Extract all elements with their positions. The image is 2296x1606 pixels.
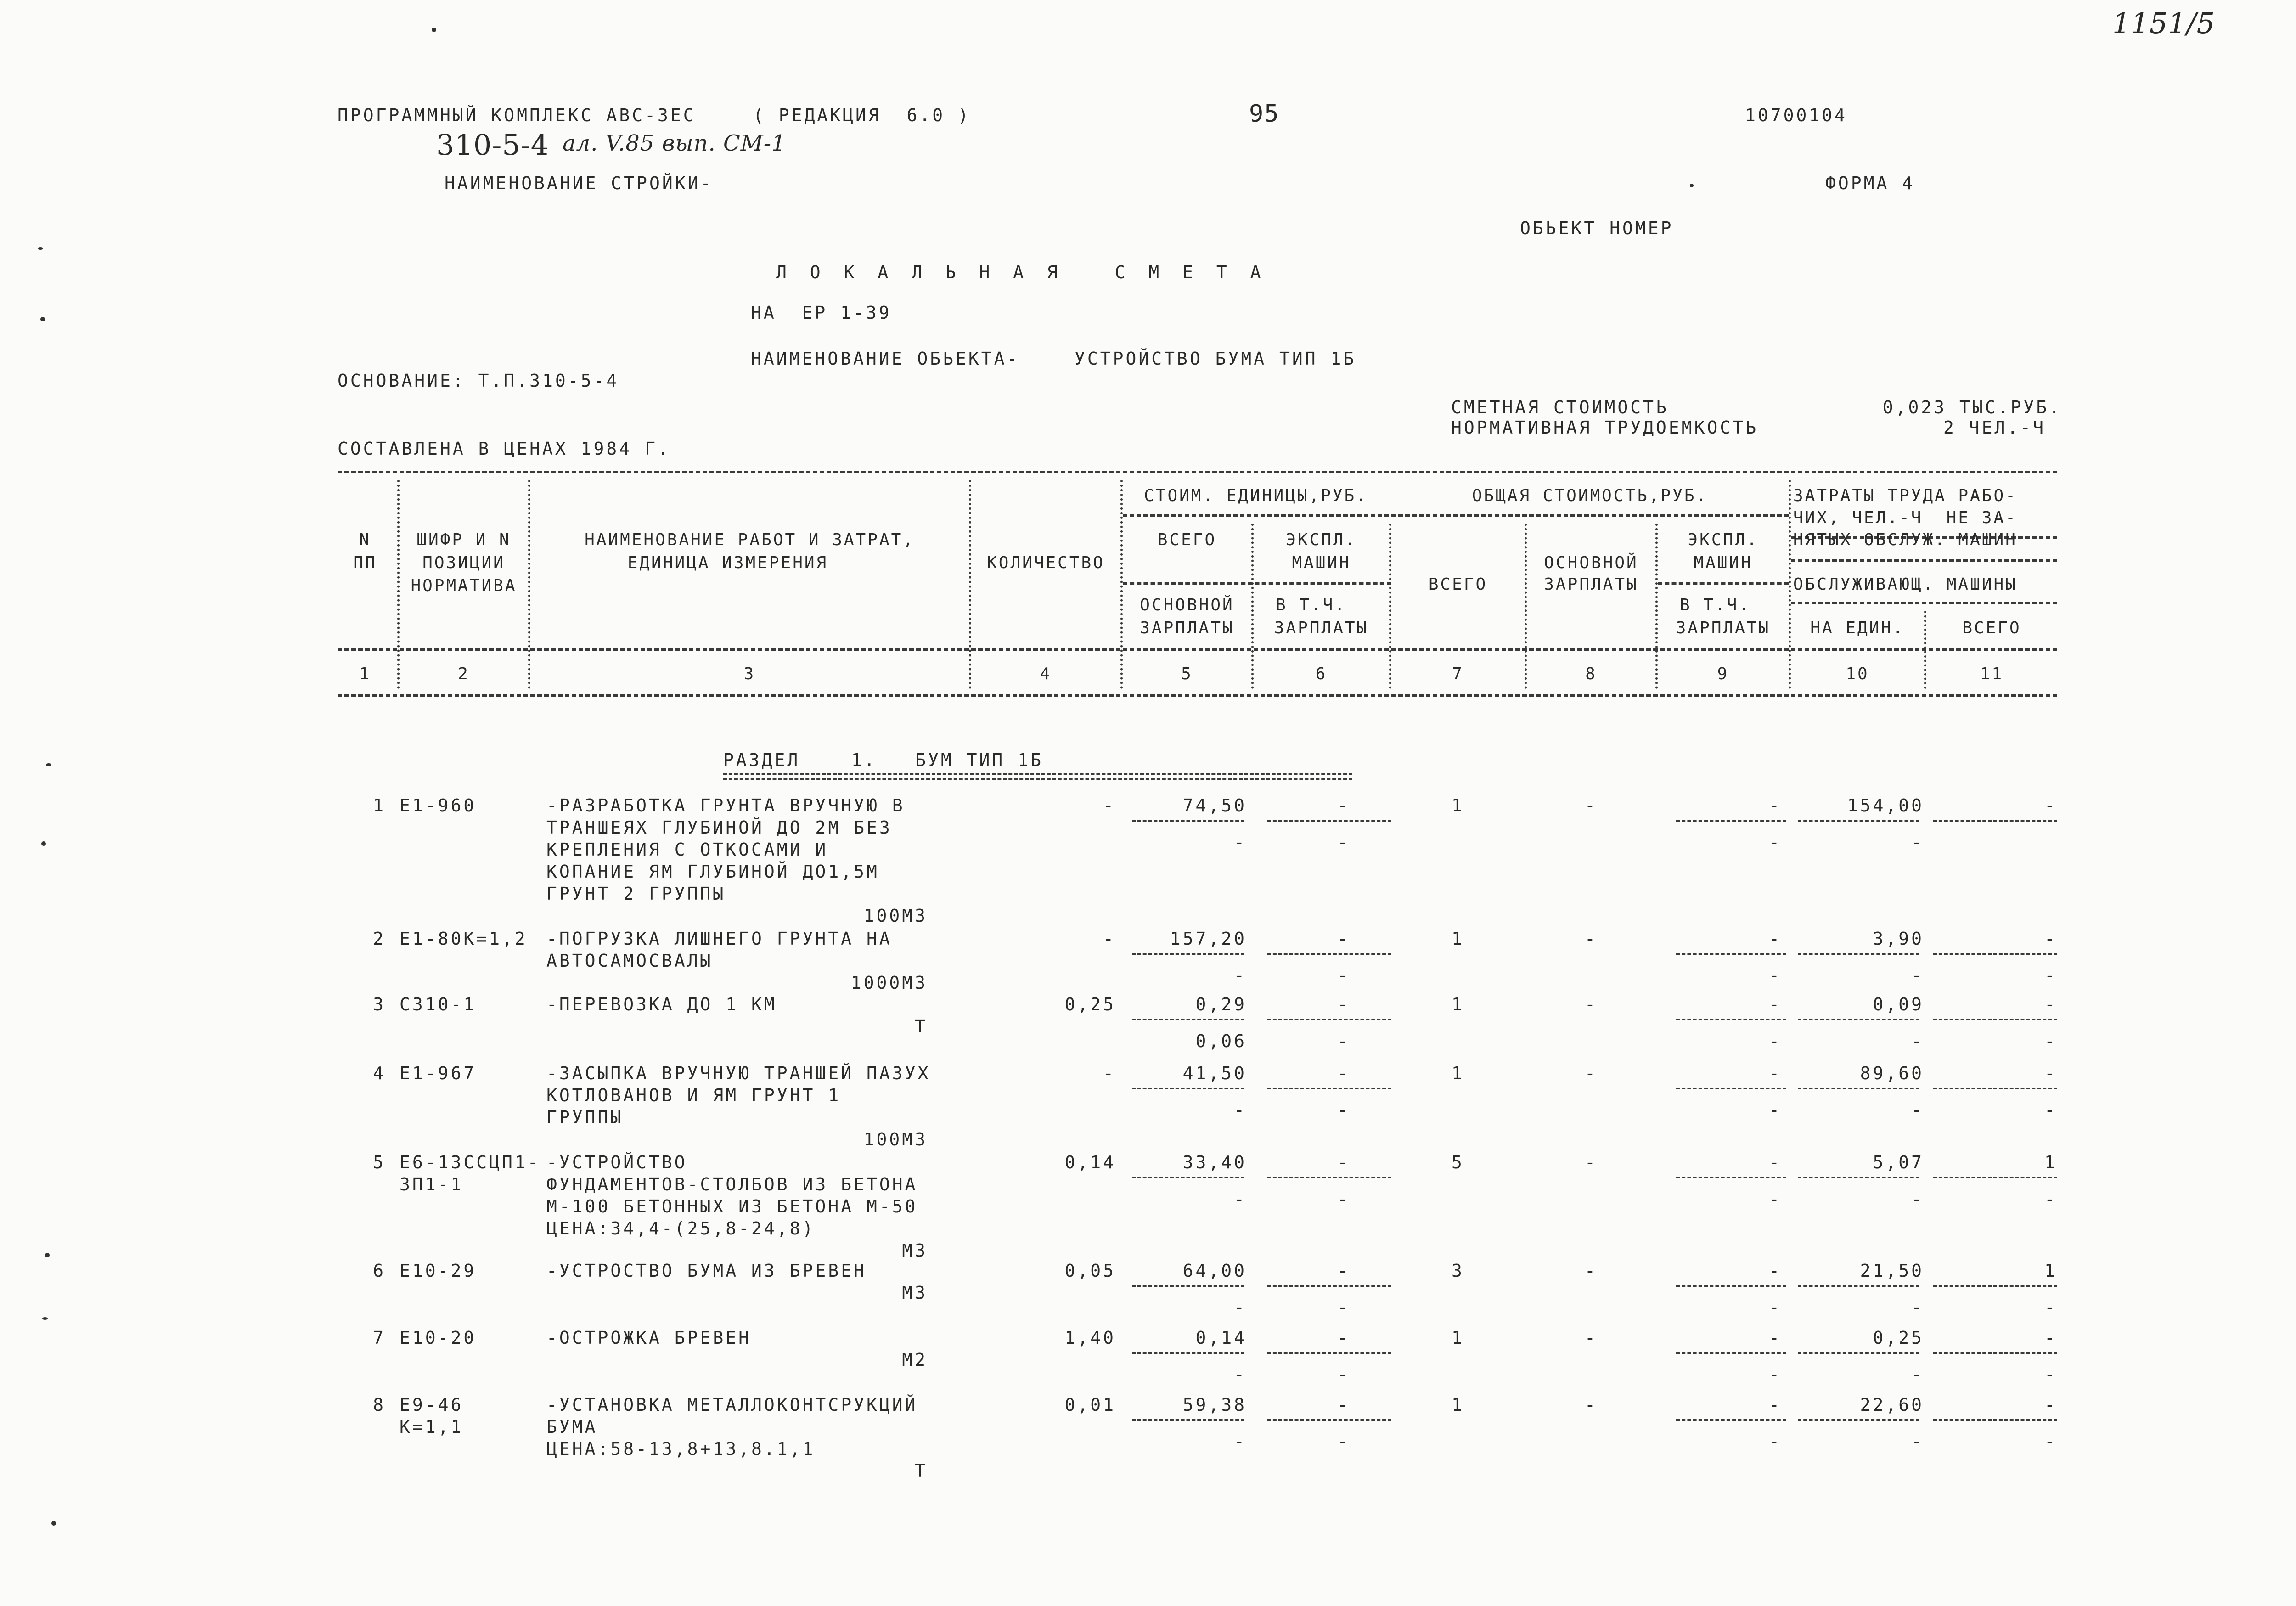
header-pp: ПП	[353, 553, 377, 572]
row-unit-incl-wages: -	[1337, 1100, 1350, 1120]
cell-separator	[1933, 1019, 2057, 1020]
construction-label: НАИМЕНОВАНИЕ СТРОЙКИ-	[445, 173, 714, 193]
rate-basis: НА ЕР 1-39	[751, 303, 892, 323]
cell-separator	[1132, 1352, 1244, 1354]
row-unit: М3	[902, 1283, 928, 1303]
row-unit-total: 157,20	[1170, 929, 1247, 949]
row-total-incl-wages: -	[1769, 832, 1782, 852]
row-unit: М2	[902, 1350, 928, 1370]
header-total-machines: ЭКСПЛ.	[1688, 530, 1759, 549]
row-work-name: ЦЕНА:34,4-(25,8-24,8)	[546, 1218, 816, 1239]
row-code: Е1-967	[400, 1063, 477, 1083]
scan-speck	[51, 1521, 56, 1526]
cell-separator	[1676, 1019, 1786, 1020]
row-unit-machines: -	[1337, 1152, 1350, 1172]
row-unit-total: 33,40	[1182, 1152, 1247, 1172]
row-labor-unit: 89,60	[1860, 1063, 1924, 1083]
cell-separator	[1798, 953, 1919, 955]
cell-separator	[1676, 1177, 1786, 1178]
header-norm: НОРМАТИВА	[411, 576, 517, 595]
header-total-wages: ОСНОВНОЙ	[1544, 553, 1638, 572]
row-number: 2	[373, 929, 386, 949]
header-unit-cost: СТОИМ. ЕДИНИЦЫ,РУБ.	[1144, 486, 1368, 505]
row-work-name: КРЕПЛЕНИЯ С ОТКОСАМИ И	[546, 840, 828, 860]
row-total-wages: -	[1585, 1261, 1598, 1281]
row-unit-machines: -	[1337, 1261, 1350, 1281]
row-unit-total: 59,38	[1182, 1395, 1247, 1415]
row-labor-total: -	[2044, 1328, 2057, 1348]
row-labor-unit: 154,00	[1847, 795, 1924, 816]
scan-speck	[46, 763, 51, 766]
row-work-name: -ОСТРОЖКА БРЕВЕН	[546, 1328, 752, 1348]
row-labor-total: -	[2044, 1395, 2057, 1415]
object-name-value: УСТРОЙСТВО БУМА ТИП 1Б	[1075, 349, 1356, 369]
cell-separator	[1676, 1419, 1786, 1421]
row-labor-service-unit: -	[1911, 1297, 1924, 1318]
row-total: 1	[1452, 1063, 1464, 1083]
row-unit-machines: -	[1337, 994, 1350, 1014]
row-total-incl-wages: -	[1769, 1431, 1782, 1452]
row-work-name: ТРАНШЕЯХ ГЛУБИНОЙ ДО 2М БЕЗ	[546, 817, 892, 838]
object-number-label: ОБЬЕКТ НОМЕР	[1520, 218, 1674, 238]
cell-separator	[1933, 1285, 2057, 1287]
row-labor-service-total: -	[2044, 1297, 2057, 1318]
row-labor-service-unit: -	[1911, 965, 1924, 986]
row-unit-wages: -	[1234, 1297, 1247, 1318]
row-code: К=1,1	[400, 1417, 464, 1437]
row-quantity: -	[1103, 929, 1116, 949]
row-quantity: 0,05	[1064, 1261, 1116, 1281]
row-total-machines: -	[1769, 1063, 1782, 1083]
header-labor-service: ОБСЛУЖИВАЮЩ. МАШИНЫ	[1793, 575, 2017, 594]
row-unit-wages: -	[1234, 1189, 1247, 1209]
row-labor-service-total: -	[2044, 1100, 2057, 1120]
row-work-name: -РАЗРАБОТКА ГРУНТА ВРУЧНУЮ В	[546, 795, 905, 816]
estimated-cost-label: СМЕТНАЯ СТОИМОСТЬ	[1451, 397, 1669, 417]
row-total: 1	[1452, 795, 1464, 816]
row-total-machines: -	[1769, 795, 1782, 816]
row-unit-incl-wages: -	[1337, 1297, 1350, 1318]
row-work-name: ФУНДАМЕНТОВ-СТОЛБОВ ИЗ БЕТОНА	[546, 1174, 918, 1195]
labor-intensity-value: 2 ЧЕЛ.-Ч	[1943, 417, 2046, 438]
row-unit: 1000М3	[850, 973, 928, 993]
row-total-wages: -	[1585, 1152, 1598, 1172]
estimated-cost-value: 0,023 ТЫС.РУБ.	[1882, 397, 2062, 417]
row-work-name: -УСТРОСТВО БУМА ИЗ БРЕВЕН	[546, 1261, 867, 1281]
prices-year: СОСТАВЛЕНА В ЦЕНАХ 1984 Г.	[338, 439, 670, 459]
row-total-machines: -	[1769, 929, 1782, 949]
header-quantity: КОЛИЧЕСТВО	[987, 553, 1105, 572]
row-unit: Т	[915, 1461, 928, 1481]
header-position: ПОЗИЦИИ	[422, 553, 505, 572]
row-total-machines: -	[1769, 1261, 1782, 1281]
section-title: РАЗДЕЛ 1. БУМ ТИП 1Б	[723, 750, 1043, 770]
cell-separator	[1798, 1285, 1919, 1287]
cell-separator	[1676, 953, 1786, 955]
scan-speck	[40, 317, 45, 321]
handwritten-project: 310-5-4	[436, 128, 550, 162]
header-total-cost: ОБЩАЯ СТОИМОСТЬ,РУБ.	[1472, 486, 1708, 505]
column-number: 10	[1846, 665, 1869, 683]
row-labor-total: -	[2044, 994, 2057, 1014]
cell-separator	[1267, 1285, 1391, 1287]
row-total: 1	[1452, 994, 1464, 1014]
row-labor-service-unit: -	[1911, 1031, 1924, 1051]
row-total-machines: -	[1769, 1328, 1782, 1348]
row-work-name: ГРУНТ 2 ГРУППЫ	[546, 884, 726, 904]
row-number: 6	[373, 1261, 386, 1281]
page-number: 95	[1249, 100, 1280, 128]
document-title: Л О К А Л Ь Н А Я С М Е Т А	[776, 262, 1267, 282]
program-name: ПРОГРАММНЫЙ КОМПЛЕКС АВС-3ЕС	[338, 105, 696, 125]
cell-separator	[1132, 1419, 1244, 1421]
cell-separator	[1798, 1088, 1919, 1089]
row-work-name: ГРУППЫ	[546, 1107, 624, 1127]
row-unit-wages: -	[1234, 832, 1247, 852]
row-quantity: -	[1103, 795, 1116, 816]
column-number: 9	[1717, 665, 1729, 683]
row-work-name: АВТОСАМОСВАЛЫ	[546, 951, 713, 971]
cell-separator	[1267, 820, 1391, 822]
row-unit-machines: -	[1337, 1328, 1350, 1348]
row-quantity: 0,14	[1064, 1152, 1116, 1172]
header-unit-incl: В Т.Ч.	[1275, 596, 1347, 614]
row-total-incl-wages: -	[1769, 1189, 1782, 1209]
row-code: Е1-80К=1,2	[400, 929, 528, 949]
row-code: С310-1	[400, 994, 477, 1014]
cell-separator	[1132, 1177, 1244, 1178]
header-labor-total: ВСЕГО	[1962, 619, 2021, 637]
cell-separator	[1933, 1352, 2057, 1354]
cell-separator	[1933, 1419, 2057, 1421]
row-work-name: -ПЕРЕВОЗКА ДО 1 КМ	[546, 994, 777, 1014]
cell-separator	[1798, 1419, 1919, 1421]
header-total-all: ВСЕГО	[1428, 575, 1488, 594]
header-unit: ЕДИНИЦА ИЗМЕРЕНИЯ	[627, 553, 828, 572]
row-labor-unit: 0,25	[1873, 1328, 1924, 1348]
row-total-incl-wages: -	[1769, 1297, 1782, 1318]
row-labor-service-total: -	[2044, 1189, 2057, 1209]
cell-separator	[1267, 1019, 1391, 1020]
row-unit-total: 74,50	[1182, 795, 1247, 816]
column-number: 7	[1452, 665, 1464, 683]
corner-note: 1151/5	[2112, 6, 2216, 40]
column-number: 6	[1315, 665, 1328, 683]
handwritten-note: ал. V.85 вып. СМ-1	[563, 130, 786, 156]
row-labor-service-total: -	[2044, 1031, 2057, 1051]
row-code: Е10-29	[400, 1261, 477, 1281]
row-unit-incl-wages: -	[1337, 1189, 1350, 1209]
row-total: 1	[1452, 1395, 1464, 1415]
row-unit-wages: -	[1234, 965, 1247, 986]
cell-separator	[1933, 1088, 2057, 1089]
row-unit-incl-wages: -	[1337, 1364, 1350, 1385]
header-total-incl-2: ЗАРПЛАТЫ	[1676, 619, 1771, 637]
column-number: 1	[359, 665, 371, 683]
cell-separator	[1132, 1019, 1244, 1020]
cell-separator	[1798, 820, 1919, 822]
cell-separator	[1132, 820, 1244, 822]
header-unit-wages-2: ЗАРПЛАТЫ	[1140, 619, 1234, 637]
column-number: 2	[458, 665, 470, 683]
row-labor-total: -	[2044, 1063, 2057, 1083]
row-total: 1	[1452, 929, 1464, 949]
header-unit-machines: ЭКСПЛ.	[1286, 530, 1357, 549]
row-labor-unit: 3,90	[1873, 929, 1924, 949]
column-number: 3	[743, 665, 756, 683]
header-total-machines-2: МАШИН	[1694, 553, 1753, 572]
row-unit-wages: 0,06	[1195, 1031, 1247, 1051]
row-unit: 100М3	[863, 906, 928, 926]
row-number: 5	[373, 1152, 386, 1172]
column-number: 4	[1040, 665, 1052, 683]
column-number: 5	[1181, 665, 1193, 683]
row-number: 3	[373, 994, 386, 1014]
row-total-wages: -	[1585, 929, 1598, 949]
row-work-name: М-100 БЕТОННЫХ ИЗ БЕТОНА М-50	[546, 1196, 918, 1217]
cell-separator	[1267, 1177, 1391, 1178]
header-unit-incl-2: ЗАРПЛАТЫ	[1274, 619, 1369, 637]
column-number: 8	[1585, 665, 1597, 683]
cell-separator	[1676, 1352, 1786, 1354]
row-labor-unit: 21,50	[1860, 1261, 1924, 1281]
row-code: Е9-46	[400, 1395, 464, 1415]
row-work-name: КОТЛОВАНОВ И ЯМ ГРУНТ 1	[546, 1085, 841, 1105]
row-work-name: БУМА	[546, 1417, 598, 1437]
cell-separator	[1267, 1419, 1391, 1421]
row-labor-service-unit: -	[1911, 1189, 1924, 1209]
row-unit-incl-wages: -	[1337, 832, 1350, 852]
row-number: 8	[373, 1395, 386, 1415]
cell-separator	[1267, 1088, 1391, 1089]
row-total-wages: -	[1585, 1063, 1598, 1083]
row-unit-total: 0,29	[1195, 994, 1247, 1014]
cell-separator	[1132, 1285, 1244, 1287]
row-labor-service-total: -	[2044, 965, 2057, 986]
row-total-incl-wages: -	[1769, 1031, 1782, 1051]
header-unit-total: ВСЕГО	[1157, 530, 1217, 549]
header-unit-wages: ОСНОВНОЙ	[1140, 596, 1234, 614]
row-quantity: 0,01	[1064, 1395, 1116, 1415]
object-name-label: НАИМЕНОВАНИЕ ОБЬЕКТА-	[751, 349, 1020, 369]
row-total-wages: -	[1585, 1395, 1598, 1415]
row-labor-total: 1	[2044, 1152, 2057, 1172]
program-edition: ( РЕДАКЦИЯ 6.0 )	[753, 105, 971, 125]
row-labor-service-unit: -	[1911, 1431, 1924, 1452]
row-unit-incl-wages: -	[1337, 1431, 1350, 1452]
row-total: 5	[1452, 1152, 1464, 1172]
row-unit-machines: -	[1337, 795, 1350, 816]
row-labor-unit: 0,09	[1873, 994, 1924, 1014]
row-labor-unit: 22,60	[1860, 1395, 1924, 1415]
header-total-wages-2: ЗАРПЛАТЫ	[1544, 575, 1638, 594]
row-labor-service-unit: -	[1911, 1364, 1924, 1385]
section-underline	[723, 773, 1352, 780]
row-unit-wages: -	[1234, 1364, 1247, 1385]
row-labor-total: -	[2044, 795, 2057, 816]
row-work-name: ЦЕНА:58-13,8+13,8.1,1	[546, 1439, 816, 1459]
row-work-name: -УСТАНОВКА МЕТАЛЛОКОНТСРУКЦИЙ	[546, 1395, 918, 1415]
header-labor: ЗАТРАТЫ ТРУДА РАБО-	[1793, 486, 2017, 505]
scan-speck	[42, 1317, 48, 1320]
row-total-wages: -	[1585, 1328, 1598, 1348]
labor-intensity-label: НОРМАТИВНАЯ ТРУДОЕМКОСТЬ	[1451, 417, 1759, 438]
header-labor-3: НЯТЫХ ОБСЛУЖ. МАШИН	[1793, 530, 2017, 549]
row-labor-total: -	[2044, 929, 2057, 949]
row-unit: М3	[902, 1240, 928, 1261]
basis-label: ОСНОВАНИЕ: Т.П.310-5-4	[338, 371, 619, 391]
row-work-name: -УСТРОЙСТВО	[546, 1152, 687, 1172]
row-total-incl-wages: -	[1769, 1364, 1782, 1385]
header-labor-2: ЧИХ, ЧЕЛ.-Ч НЕ ЗА-	[1793, 508, 2017, 527]
row-labor-service-total: -	[2044, 1364, 2057, 1385]
row-labor-unit: 5,07	[1873, 1152, 1924, 1172]
row-work-name: КОПАНИЕ ЯМ ГЛУБИНОЙ ДО1,5М	[546, 862, 879, 882]
row-number: 4	[373, 1063, 386, 1083]
row-labor-service-unit: -	[1911, 832, 1924, 852]
scan-speck	[45, 1253, 50, 1257]
row-total: 3	[1452, 1261, 1464, 1281]
row-code: Е6-13ССЦП1-	[400, 1152, 540, 1172]
row-labor-service-total: -	[2044, 1431, 2057, 1452]
cell-separator	[1798, 1352, 1919, 1354]
row-total-incl-wages: -	[1769, 965, 1782, 986]
row-unit-total: 41,50	[1182, 1063, 1247, 1083]
row-quantity: 0,25	[1064, 994, 1116, 1014]
header-labor-unit: НА ЕДИН.	[1810, 619, 1905, 637]
row-code: Е10-20	[400, 1328, 477, 1348]
header-total-incl: В Т.Ч.	[1679, 596, 1751, 614]
header-unit-machines-2: МАШИН	[1292, 553, 1351, 572]
row-unit-incl-wages: -	[1337, 965, 1350, 986]
scan-speck	[1690, 184, 1694, 187]
row-total: 1	[1452, 1328, 1464, 1348]
cell-separator	[1933, 820, 2057, 822]
scan-speck	[41, 841, 46, 846]
row-total-machines: -	[1769, 994, 1782, 1014]
header-n: N	[359, 530, 371, 549]
row-quantity: 1,40	[1064, 1328, 1116, 1348]
header-work-name: НАИМЕНОВАНИЕ РАБОТ И ЗАТРАТ,	[585, 530, 915, 549]
row-unit-incl-wages: -	[1337, 1031, 1350, 1051]
row-unit-machines: -	[1337, 929, 1350, 949]
cell-separator	[1933, 953, 2057, 955]
row-unit-total: 64,00	[1182, 1261, 1247, 1281]
cell-separator	[1933, 1177, 2057, 1178]
row-code: 3П1-1	[400, 1174, 464, 1195]
row-total-wages: -	[1585, 994, 1598, 1014]
cell-separator	[1267, 953, 1391, 955]
row-total-machines: -	[1769, 1395, 1782, 1415]
cell-separator	[1676, 1088, 1786, 1089]
row-unit: 100М3	[863, 1129, 928, 1150]
cell-separator	[1132, 1088, 1244, 1089]
row-quantity: -	[1103, 1063, 1116, 1083]
cell-separator	[1798, 1177, 1919, 1178]
row-labor-service-unit: -	[1911, 1100, 1924, 1120]
row-number: 7	[373, 1328, 386, 1348]
row-total-incl-wages: -	[1769, 1100, 1782, 1120]
row-work-name: -ЗАСЫПКА ВРУЧНУЮ ТРАНШЕЙ ПАЗУХ	[546, 1063, 931, 1083]
row-total-wages: -	[1585, 795, 1598, 816]
document-code: 10700104	[1745, 105, 1848, 125]
cell-separator	[1132, 953, 1244, 955]
row-unit-wages: -	[1234, 1100, 1247, 1120]
row-labor-total: 1	[2044, 1261, 2057, 1281]
form-label: ФОРМА 4	[1825, 173, 1915, 193]
cell-separator	[1798, 1019, 1919, 1020]
row-unit-machines: -	[1337, 1063, 1350, 1083]
row-total-machines: -	[1769, 1152, 1782, 1172]
row-unit-machines: -	[1337, 1395, 1350, 1415]
scan-speck	[432, 28, 436, 32]
cell-separator	[1676, 1285, 1786, 1287]
column-number: 11	[1980, 665, 2004, 683]
row-work-name: -ПОГРУЗКА ЛИШНЕГО ГРУНТА НА	[546, 929, 892, 949]
row-code: Е1-960	[400, 795, 477, 816]
row-unit: Т	[915, 1016, 928, 1037]
header-code: ШИФР И N	[416, 530, 511, 549]
row-unit-total: 0,14	[1195, 1328, 1247, 1348]
row-number: 1	[373, 795, 386, 816]
cell-separator	[1676, 820, 1786, 822]
row-unit-wages: -	[1234, 1431, 1247, 1452]
scan-speck	[38, 247, 43, 250]
cell-separator	[1267, 1352, 1391, 1354]
